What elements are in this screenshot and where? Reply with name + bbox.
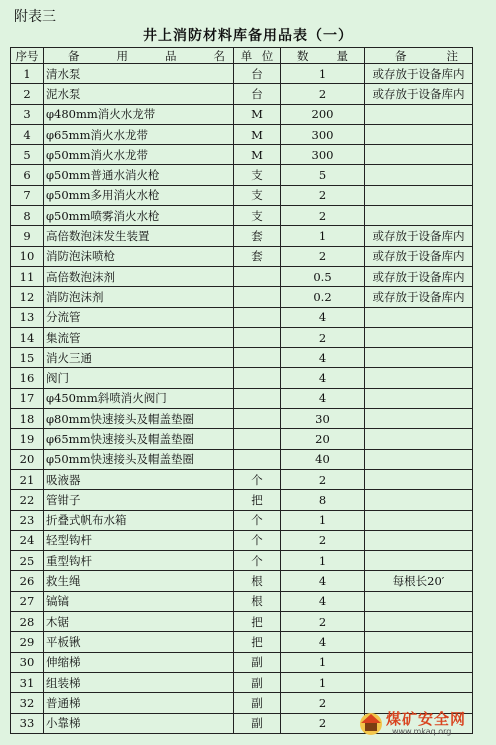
row-note-cell [365,307,473,327]
row-qty-cell: 8 [281,490,365,510]
header-note [365,48,473,64]
row-unit-cell: 个 [234,469,281,489]
table-row [11,409,473,429]
table-row [11,206,473,226]
row-name-cell: φ50mm多用消火水枪 [44,185,234,205]
row-name-cell: φ50mm普通水消火枪 [44,165,234,185]
row-name-cell: 小靠梯 [44,713,234,733]
header-qty [281,48,365,64]
row-unit-cell: 个 [234,510,281,530]
header-note-char: 注 [446,48,458,63]
row-unit-cell: M [234,124,281,144]
header-note-char: 备 [395,48,407,63]
row-qty-cell: 0.5 [281,266,365,286]
row-unit-cell [234,348,281,368]
table-row [11,591,473,611]
row-note-cell [365,490,473,510]
table-row [11,145,473,165]
row-qty-cell: 2 [281,693,365,713]
row-no-cell: 33 [11,713,44,733]
table-row [11,652,473,672]
header-qty-char: 数 [297,48,309,63]
row-note-cell [365,409,473,429]
row-unit-cell [234,388,281,408]
supplies-table [10,47,473,734]
row-unit-cell: 把 [234,612,281,632]
row-name-cell: 组装梯 [44,672,234,692]
row-qty-cell: 2 [281,469,365,489]
table-row [11,429,473,449]
row-no-cell: 3 [11,104,44,124]
row-name-cell: 折叠式帆布水箱 [44,510,234,530]
row-unit-cell: 支 [234,185,281,205]
row-qty-cell: 4 [281,307,365,327]
row-no-cell: 17 [11,388,44,408]
row-unit-cell: M [234,145,281,165]
row-unit-cell: 台 [234,84,281,104]
row-unit-cell: 个 [234,530,281,550]
row-no-cell: 8 [11,206,44,226]
row-unit-cell: 把 [234,490,281,510]
row-unit-cell: 把 [234,632,281,652]
row-name-cell: φ50mm喷雾消火水枪 [44,206,234,226]
row-note-cell [365,124,473,144]
row-qty-cell: 200 [281,104,365,124]
row-no-cell: 32 [11,693,44,713]
table-header-row [11,48,473,64]
row-note-cell: 或存放于设备库内 [365,84,473,104]
row-unit-cell: 根 [234,591,281,611]
table-row [11,672,473,692]
row-note-cell [365,591,473,611]
row-unit-cell [234,368,281,388]
row-note-cell [365,632,473,652]
table-row [11,632,473,652]
row-name-cell: φ65mm消火水龙带 [44,124,234,144]
row-name-cell: φ50mm快速接头及帽盖垫圈 [44,449,234,469]
row-name-cell: 镐镐 [44,591,234,611]
row-name-cell: 集流管 [44,327,234,347]
row-qty-cell: 4 [281,591,365,611]
row-no-cell: 14 [11,327,44,347]
header-qty-char: 量 [336,48,348,63]
watermark-url: www.mkaq.org [392,727,452,736]
row-note-cell [365,551,473,571]
row-note-cell [365,104,473,124]
header-name-char: 用 [116,48,128,63]
row-name-cell: φ480mm消火水龙带 [44,104,234,124]
table-row [11,246,473,266]
row-unit-cell: 根 [234,571,281,591]
watermark-logo [358,707,488,739]
row-name-cell: 管钳子 [44,490,234,510]
table-row [11,368,473,388]
watermark-text: 煤矿安全网 [386,710,467,728]
header-name-char: 备 [68,48,80,63]
row-qty-cell: 2 [281,185,365,205]
row-qty-cell: 2 [281,206,365,226]
row-no-cell: 12 [11,287,44,307]
row-note-cell [365,348,473,368]
row-qty-cell: 2 [281,713,365,733]
row-no-cell: 27 [11,591,44,611]
row-note-cell: 或存放于设备库内 [365,287,473,307]
row-qty-cell: 4 [281,368,365,388]
row-no-cell: 31 [11,672,44,692]
row-note-cell [365,206,473,226]
row-qty-cell: 1 [281,551,365,571]
header-name-char: 名 [213,48,225,63]
row-note-cell [365,449,473,469]
row-name-cell: 泥水泵 [44,84,234,104]
row-note-cell: 或存放于设备库内 [365,246,473,266]
row-name-cell: 高倍数泡沫剂 [44,266,234,286]
row-qty-cell: 40 [281,449,365,469]
row-note-cell [365,672,473,692]
house-icon [358,710,384,736]
row-name-cell: 平板锹 [44,632,234,652]
row-unit-cell: 台 [234,64,281,84]
row-name-cell: 清水泵 [44,64,234,84]
row-name-cell: 木锯 [44,612,234,632]
row-note-cell [365,327,473,347]
row-no-cell: 18 [11,409,44,429]
table-row [11,571,473,591]
row-name-cell: φ450mm斜喷消火阀门 [44,388,234,408]
row-note-cell [365,510,473,530]
row-no-cell: 2 [11,84,44,104]
row-name-cell: 重型钩杆 [44,551,234,571]
row-name-cell: 消火三通 [44,348,234,368]
row-no-cell: 26 [11,571,44,591]
row-unit-cell [234,409,281,429]
row-no-cell: 29 [11,632,44,652]
row-qty-cell: 300 [281,124,365,144]
row-note-cell [365,469,473,489]
row-note-cell [365,185,473,205]
table-row [11,612,473,632]
row-unit-cell: 支 [234,206,281,226]
row-no-cell: 25 [11,551,44,571]
row-no-cell: 4 [11,124,44,144]
row-unit-cell: 个 [234,551,281,571]
row-unit-cell [234,287,281,307]
row-name-cell: 消防泡沫剂 [44,287,234,307]
row-note-cell [365,530,473,550]
table-row [11,307,473,327]
row-qty-cell: 5 [281,165,365,185]
row-qty-cell: 2 [281,246,365,266]
table-row [11,327,473,347]
row-name-cell: 阀门 [44,368,234,388]
row-qty-cell: 300 [281,145,365,165]
row-no-cell: 21 [11,469,44,489]
row-unit-cell [234,327,281,347]
row-qty-cell: 4 [281,388,365,408]
row-no-cell: 11 [11,266,44,286]
row-no-cell: 1 [11,64,44,84]
row-no-cell: 16 [11,368,44,388]
header-unit-char: 单 [240,48,253,63]
row-unit-cell: 副 [234,672,281,692]
row-qty-cell: 1 [281,672,365,692]
appendix-label: 附表三 [14,9,56,25]
row-note-cell: 每根长20′ [365,571,473,591]
row-note-cell [365,368,473,388]
row-no-cell: 20 [11,449,44,469]
table-row [11,388,473,408]
row-no-cell: 6 [11,165,44,185]
table-row [11,124,473,144]
row-no-cell: 24 [11,530,44,550]
row-name-cell: φ50mm消火水龙带 [44,145,234,165]
row-name-cell: 消防泡沫喷枪 [44,246,234,266]
row-qty-cell: 0.2 [281,287,365,307]
row-note-cell [365,165,473,185]
row-qty-cell: 1 [281,652,365,672]
row-qty-cell: 1 [281,510,365,530]
row-no-cell: 9 [11,226,44,246]
table-row [11,165,473,185]
row-no-cell: 5 [11,145,44,165]
row-name-cell: 伸缩梯 [44,652,234,672]
row-no-cell: 10 [11,246,44,266]
header-name [44,48,234,64]
row-qty-cell: 4 [281,348,365,368]
row-no-cell: 19 [11,429,44,449]
row-unit-cell [234,429,281,449]
row-unit-cell [234,307,281,327]
row-no-cell: 13 [11,307,44,327]
row-unit-cell: 副 [234,713,281,733]
table-row [11,84,473,104]
row-name-cell: 救生绳 [44,571,234,591]
row-qty-cell: 30 [281,409,365,429]
row-name-cell: 高倍数泡沫发生装置 [44,226,234,246]
row-note-cell [365,652,473,672]
table-row [11,490,473,510]
table-row [11,469,473,489]
row-qty-cell: 20 [281,429,365,449]
table-row [11,226,473,246]
row-note-cell: 或存放于设备库内 [365,226,473,246]
header-unit [234,48,281,64]
row-unit-cell: M [234,104,281,124]
row-no-cell: 7 [11,185,44,205]
row-qty-cell: 1 [281,64,365,84]
row-unit-cell: 副 [234,693,281,713]
row-no-cell: 23 [11,510,44,530]
row-unit-cell [234,449,281,469]
header-unit-char: 位 [261,48,274,63]
table-row [11,551,473,571]
row-name-cell: 分流管 [44,307,234,327]
table-row [11,530,473,550]
table-row [11,449,473,469]
row-qty-cell: 2 [281,84,365,104]
table-row [11,510,473,530]
row-note-cell: 或存放于设备库内 [365,64,473,84]
table-row [11,266,473,286]
row-qty-cell: 4 [281,632,365,652]
row-name-cell: φ65mm快速接头及帽盖垫圈 [44,429,234,449]
table-row [11,64,473,84]
header-no: 序号 [11,48,44,64]
table-row [11,185,473,205]
row-qty-cell: 2 [281,327,365,347]
row-no-cell: 22 [11,490,44,510]
row-no-cell: 30 [11,652,44,672]
row-unit-cell: 套 [234,226,281,246]
row-no-cell: 28 [11,612,44,632]
row-note-cell: 或存放于设备库内 [365,266,473,286]
row-note-cell [365,429,473,449]
row-note-cell [365,612,473,632]
row-no-cell: 15 [11,348,44,368]
row-qty-cell: 2 [281,530,365,550]
table-body [11,64,473,734]
row-unit-cell: 套 [234,246,281,266]
row-unit-cell: 副 [234,652,281,672]
row-note-cell [365,145,473,165]
row-note-cell [365,388,473,408]
row-qty-cell: 2 [281,612,365,632]
row-unit-cell [234,266,281,286]
row-name-cell: 普通梯 [44,693,234,713]
header-name-char: 品 [165,48,177,63]
table-row [11,104,473,124]
row-qty-cell: 4 [281,571,365,591]
row-name-cell: 轻型钩杆 [44,530,234,550]
row-name-cell: 吸液器 [44,469,234,489]
row-qty-cell: 1 [281,226,365,246]
page-title: 井上消防材料库备用品表（一） [143,28,353,44]
table-row [11,348,473,368]
table-row [11,287,473,307]
row-unit-cell: 支 [234,165,281,185]
row-name-cell: φ80mm快速接头及帽盖垫圈 [44,409,234,429]
